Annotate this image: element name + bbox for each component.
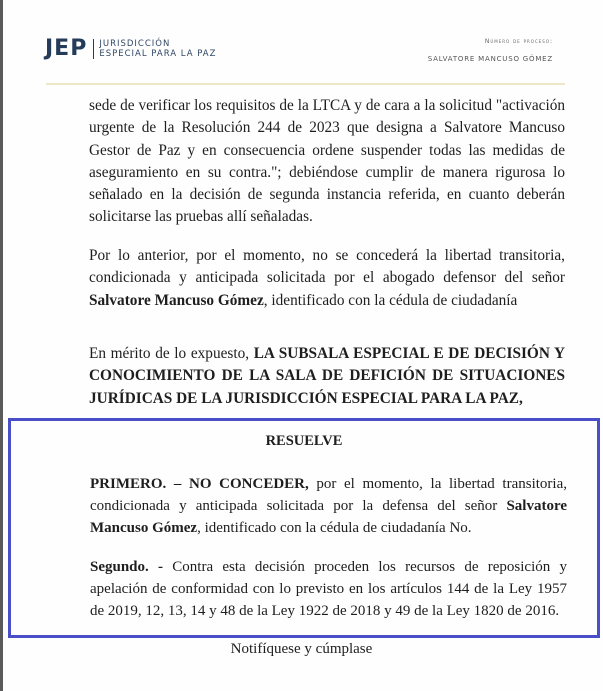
p2-text: Por lo anterior, por el momento, no se concederá la libertad transitoria, condicionada y anticipada solicitada por el abogado defensor del señor <box>89 247 565 287</box>
paragraph-denial-reason <box>89 245 565 312</box>
process-name: SALVATORE MANCUSO GÓMEZ <box>427 55 553 63</box>
first-person-name: Salvatore Mancuso Gómez <box>90 498 567 536</box>
paragraph-authority <box>89 343 565 410</box>
p2-text-end: , identificado con la cédula de ciudadanía <box>263 291 518 309</box>
p3-text: En mérito de lo expuesto, <box>89 345 254 362</box>
logo-line-2: ESPECIAL PARA LA PAZ <box>99 49 217 59</box>
process-number-label: Número de proceso: <box>484 38 553 45</box>
logo-mark: JEP <box>45 36 88 61</box>
resolution-second <box>90 556 567 622</box>
logo-text <box>99 39 216 60</box>
resolution-first <box>90 473 567 539</box>
resolve-highlight-box <box>8 418 600 638</box>
closing-line: Notifíquese y cúmplase <box>230 641 373 657</box>
resolve-title: RESUELVE <box>265 433 343 449</box>
p3-authority-name: LA SUBSALA ESPECIAL E DE DECISIÓN Y CONOCIMIENTO DE LA SALA DE DEFICIÓN DE SITUACIONES JURÍDICAS DE LA JURISDICCIÓN ESPECIAL PARA LA PAZ, <box>89 345 565 407</box>
second-heading: Segundo. - <box>90 559 164 575</box>
p2-person-name: Salvatore Mancuso Gómez <box>89 291 264 309</box>
header-divider <box>46 83 565 85</box>
jep-logo <box>45 38 216 60</box>
first-text-end: , identificado con la cédula de ciudadanía No. <box>197 520 472 536</box>
paragraph-verification: sede de verificar los requisitos de la LTCA y de cara a la solicitud "activación urgente de la Resolución 244 de 2023 que designa a Salvatore Mancuso Gestor de Paz y en consecuencia ordene suspender todas las medidas de aseguramiento en su contra."; debiéndose cumplir de manera rigurosa lo señalado en la decisión de segunda instancia referida, en cuanto deberán solicitarse las pruebas allí señaladas. <box>89 97 565 226</box>
first-text: por el momento, la libertad transitoria, condicionada y anticipada solicitada por la defensa del señor <box>90 476 567 514</box>
first-heading: PRIMERO. – NO CONCEDER, <box>90 476 309 492</box>
logo-separator <box>93 39 94 59</box>
second-text: Contra esta decisión proceden los recursos de reposición y apelación de conformidad con lo previsto en los artículos 144 de la Ley 1957 de 2019, 12, 13, 14 y 48 de la Ley 1922 de 2018 y 49 de la Ley 1820 de 2016. <box>90 559 567 619</box>
logo-line-1: JURISDICCIÓN <box>99 38 171 49</box>
